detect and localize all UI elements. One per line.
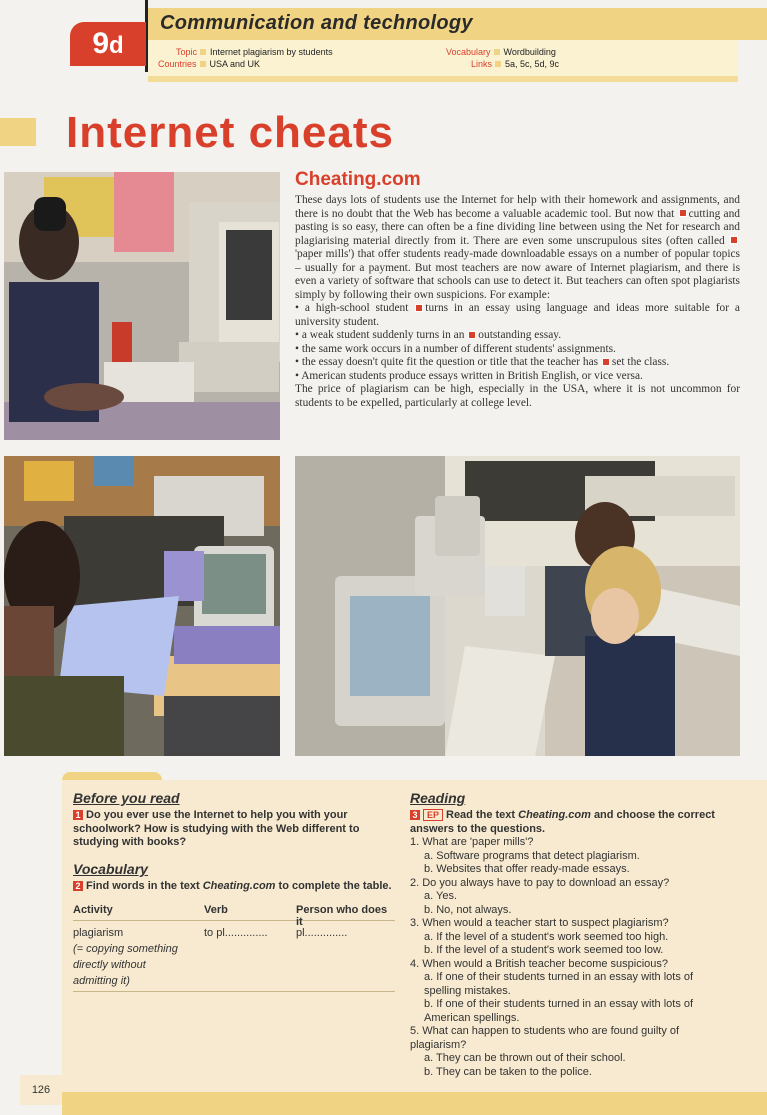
vocabulary-heading: Vocabulary bbox=[73, 861, 148, 877]
question: 3. When would a teacher start to suspect plagiarism? bbox=[410, 917, 669, 929]
question: 4. When would a British teacher become suspicious? bbox=[410, 957, 669, 970]
answer-option[interactable]: a. They can be thrown out of their school. bbox=[424, 1052, 626, 1064]
answer-option[interactable]: b. If one of their students turned in an essay with lots of American spellings. bbox=[424, 998, 694, 1024]
article-bullet bbox=[295, 329, 740, 343]
instruction-text: and choose the correct answers to the questions. bbox=[410, 809, 715, 835]
topic-value: Internet plagiarism by students bbox=[210, 47, 333, 57]
reading-heading: Reading bbox=[410, 790, 466, 806]
before-you-read-heading: Before you read bbox=[73, 790, 180, 806]
answer-option[interactable]: a. Yes. bbox=[424, 890, 458, 902]
answer-option[interactable]: b. Websites that offer ready-made essays. bbox=[424, 863, 630, 875]
column-header: Activity bbox=[73, 904, 113, 916]
countries-value: USA and UK bbox=[209, 59, 261, 69]
instruction-text: Read the text bbox=[446, 809, 516, 821]
vocabulary-instruction bbox=[73, 880, 393, 894]
article-title: Cheating.com bbox=[295, 169, 421, 190]
instruction-text: to complete the table. bbox=[278, 880, 392, 892]
vocabulary-table bbox=[73, 904, 395, 992]
article-text: These days lots of students use the Internet for help with their homework and assignments, and there is no doubt that the Web has become a valuable academic tool. But now that bbox=[295, 194, 740, 220]
page-title: Internet cheats bbox=[66, 108, 394, 157]
photo-students-laptops bbox=[4, 456, 280, 756]
links-value: 5a, 5c, 5d, 9c bbox=[505, 59, 560, 69]
exercise-number: 3 bbox=[410, 810, 420, 820]
answer-option[interactable]: a. If the level of a student's work seemed too high. bbox=[424, 930, 669, 943]
source-title: Cheating.com bbox=[518, 809, 591, 821]
bullet-icon bbox=[495, 61, 501, 67]
article-bullet bbox=[295, 356, 740, 370]
table-row bbox=[73, 921, 395, 992]
activity-word: plagiarism bbox=[73, 927, 124, 939]
question-text: Do you ever use the Internet to help you with your schoolwork? How is studying with the Web different to studying with books? bbox=[73, 809, 360, 848]
answer-option[interactable]: b. If the level of a student's work seemed too low. bbox=[424, 944, 664, 956]
topic-label: Topic bbox=[176, 47, 198, 57]
person-blank[interactable]: pl.............. bbox=[296, 927, 348, 939]
unit-title: Communication and technology bbox=[160, 12, 473, 34]
before-you-read-question bbox=[73, 809, 373, 850]
article-bullet: • the same work occurs in a number of different students' assignments. bbox=[295, 342, 616, 355]
article-bullet: • American students produce essays written in British English, or vice versa. bbox=[295, 369, 643, 382]
article-text: cutting and pasting is so easy, there can often be a fine dividing line between using the Net for research and plagiarising material directly from it. There are even some unscrupulous sites (often called bbox=[295, 207, 740, 247]
activity-gloss: directly without bbox=[73, 959, 146, 971]
vocabulary-label: Vocabulary bbox=[446, 47, 491, 57]
source-title: Cheating.com bbox=[202, 880, 276, 892]
article-text: • a high-school student bbox=[295, 302, 409, 314]
unit-badge bbox=[70, 22, 146, 66]
question: 5. What can happen to students who are found guilty of plagiarism? bbox=[410, 1025, 680, 1051]
article-text: 'paper mills') that offer students ready-made downloadable essays on a number of popular topics – usually for a payment. But most teachers are now aware of Internet plagiarism, and there is even a variety of software that schools can use to detect it. But teachers can often spot plagiarists simply by following their own suspicions. For example: bbox=[295, 248, 740, 301]
topic-line bbox=[176, 47, 333, 57]
article-text: outstanding essay. bbox=[478, 329, 562, 341]
exercise-number: 1 bbox=[73, 810, 83, 820]
page-number: 126 bbox=[20, 1075, 62, 1105]
audio-marker-icon bbox=[730, 236, 738, 244]
photo-student-headset bbox=[4, 172, 280, 440]
countries-label: Countries bbox=[158, 59, 197, 69]
answer-option[interactable]: a. If one of their students turned in an essay with lots of spelling mistakes. bbox=[424, 971, 694, 997]
answer-option[interactable]: a. Software programs that detect plagiarism. bbox=[424, 849, 640, 862]
title-accent-bar bbox=[0, 118, 36, 146]
countries-line bbox=[158, 59, 260, 69]
activity-gloss: admitting it) bbox=[73, 975, 130, 987]
activity-cell bbox=[73, 925, 178, 989]
unit-letter: d bbox=[109, 32, 124, 59]
bullet-icon bbox=[200, 49, 206, 55]
answer-option[interactable]: b. No, not always. bbox=[424, 903, 512, 916]
article-text: set the class. bbox=[611, 356, 670, 368]
audio-marker-icon bbox=[602, 358, 610, 366]
bullet-icon bbox=[200, 61, 206, 67]
bullet-icon bbox=[494, 49, 500, 55]
audio-marker-icon bbox=[468, 331, 476, 339]
article-text: • a weak student suddenly turns in an bbox=[295, 329, 465, 341]
audio-marker-icon bbox=[679, 209, 687, 217]
verb-blank[interactable]: to pl.............. bbox=[204, 927, 268, 939]
article-text: turns in an essay using language and ideas more suitable for a university student. bbox=[295, 302, 740, 328]
activity-gloss: (= copying something bbox=[73, 943, 178, 955]
article-bullet bbox=[295, 302, 740, 329]
article-paragraph bbox=[295, 194, 740, 302]
answer-option[interactable]: b. They can be taken to the police. bbox=[424, 1065, 592, 1078]
column-header: Person who does it bbox=[296, 904, 388, 928]
reading-questions bbox=[410, 836, 730, 1079]
article-text: • the essay doesn't quite fit the question or title that the teacher has bbox=[295, 356, 599, 368]
article-body bbox=[295, 194, 740, 410]
table-header-row bbox=[73, 904, 395, 928]
links-label: Links bbox=[471, 59, 493, 69]
instruction-text: Find words in the text bbox=[86, 880, 200, 892]
question: 2. Do you always have to pay to download an essay? bbox=[410, 876, 670, 889]
question: 1. What are 'paper mills'? bbox=[410, 836, 534, 848]
exercise-number: 2 bbox=[73, 881, 83, 891]
vocabulary-line bbox=[446, 47, 556, 57]
article-paragraph: The price of plagiarism can be high, especially in the USA, where it is not uncommon for students to be expelled, particularly at college level. bbox=[295, 383, 740, 409]
unit-number: 9 bbox=[92, 27, 109, 60]
column-header: Verb bbox=[204, 904, 228, 916]
audio-marker-icon bbox=[415, 304, 423, 312]
links-line bbox=[471, 59, 559, 69]
reading-instruction bbox=[410, 809, 730, 836]
footer-band bbox=[62, 1092, 767, 1115]
vocabulary-value: Wordbuilding bbox=[503, 47, 556, 57]
photo-computer-lab bbox=[295, 456, 740, 756]
ep-icon: EP bbox=[423, 809, 443, 821]
